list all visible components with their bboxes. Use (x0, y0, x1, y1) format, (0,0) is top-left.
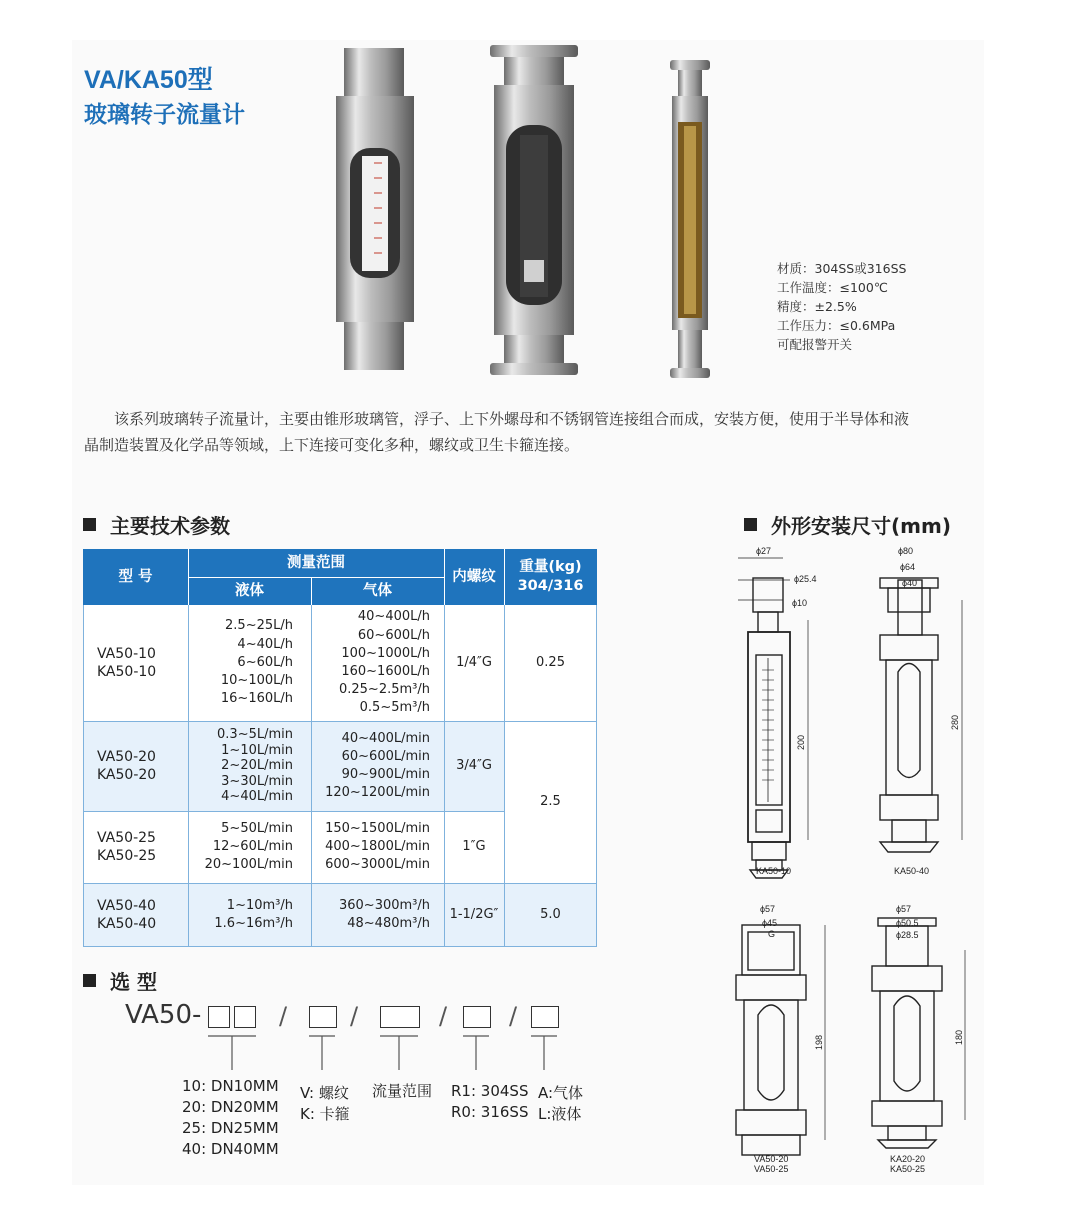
header-model: 型 号 (83, 549, 188, 605)
row4-weight: 5.0 (540, 907, 561, 922)
product-model-title: VA/KA50型 (84, 66, 213, 94)
d1-dim-27: ϕ27 (756, 546, 772, 556)
row2-model: VA50-20 KA50-20 (97, 748, 157, 783)
size-option-20: 20: DN20MM (182, 1098, 279, 1116)
d3-dim-57: ϕ57 (760, 904, 776, 914)
range-label: 流量范围 (372, 1082, 433, 1100)
row3-model: VA50-25 KA50-25 (97, 829, 157, 864)
d3-dim-g: G (768, 929, 776, 939)
square-bullet-icon (83, 518, 96, 531)
connection-option-k: K: 卡箍 (300, 1105, 350, 1123)
product-name-title: 玻璃转子流量计 (84, 102, 245, 128)
spec-material: 材质：304SS或316SS (777, 261, 907, 276)
section-select-label: 选 型 (110, 970, 157, 994)
drawing-va50-20 (736, 925, 825, 1155)
code-box-range (380, 1006, 420, 1028)
header-range: 测量范围 (188, 549, 444, 577)
spec-alarm: 可配报警开关 (777, 337, 853, 352)
size-option-25: 25: DN25MM (182, 1119, 279, 1137)
spec-temperature: 工作温度：≤100℃ (777, 280, 888, 295)
row2-thread: 3/4″G (456, 758, 492, 773)
row3-thread: 1″G (462, 839, 486, 854)
square-bullet-icon (83, 974, 96, 987)
d4-label-2: KA50-25 (890, 1164, 926, 1174)
drawing-ka50-20 (872, 918, 965, 1148)
spec-accuracy: 精度：±2.5% (777, 299, 857, 314)
code-box-material (463, 1006, 491, 1028)
section-params-heading (83, 510, 230, 539)
product-photo-clamp (490, 45, 578, 375)
row1-model: VA50-10 KA50-10 (97, 645, 157, 680)
row1-thread: 1/4″G (456, 655, 492, 670)
selection-slash-1: / (279, 1002, 288, 1030)
header-liquid: 液体 (188, 577, 311, 605)
row1-weight: 0.25 (536, 655, 565, 670)
section-dims-heading (744, 510, 951, 539)
code-box-size-2 (234, 1006, 256, 1028)
row2-gas: 40~400L/min 60~600L/min 90~900L/min 120~1200L/min (325, 730, 430, 801)
section-select-heading (83, 966, 157, 995)
medium-option-a: A:气体 (538, 1084, 584, 1102)
code-box-medium (531, 1006, 559, 1028)
section-params-label: 主要技术参数 (110, 514, 230, 538)
connection-option-v: V: 螺纹 (300, 1084, 349, 1102)
row4-thread: 1-1/2G″ (449, 907, 499, 922)
row2-liquid: 0.3~5L/min 1~10L/min 2~20L/min 3~30L/min 4~40L/min (217, 727, 293, 805)
material-option-r1: R1: 304SS (451, 1082, 529, 1100)
row4-liquid: 1~10m³/h 1.6~16m³/h (214, 897, 293, 931)
d3-label-2: VA50-25 (754, 1164, 789, 1174)
d2-dim-40: ϕ40 (902, 578, 918, 588)
selection-slash-4: / (509, 1002, 518, 1030)
d2-label: KA50-40 (894, 866, 930, 876)
header-thread: 内螺纹 (444, 549, 504, 605)
row3-liquid: 5~50L/min 12~60L/min 20~100L/min (204, 820, 293, 873)
material-option-r0: R0: 316SS (451, 1103, 529, 1121)
spec-pressure: 工作压力：≤0.6MPa (777, 318, 896, 333)
selection-connectors (200, 1030, 580, 1078)
product-photo-small (668, 60, 712, 378)
section-dims-label: 外形安装尺寸(mm) (771, 514, 951, 538)
d3-dim-45: ϕ45 (762, 918, 778, 928)
d4-label-1: KA20-20 (890, 1154, 926, 1164)
row3-gas: 150~1500L/min 400~1800L/min 600~3000L/min (325, 820, 430, 873)
row2-3-weight: 2.5 (540, 794, 561, 809)
d1-dim-25: ϕ25.4 (794, 574, 817, 584)
d4-dim-180: 180 (954, 1029, 964, 1045)
size-option-40: 40: DN40MM (182, 1140, 279, 1158)
d3-dim-198: 198 (814, 1034, 824, 1050)
selection-slash-2: / (350, 1002, 359, 1030)
row4-gas: 360~300m³/h 48~480m³/h (338, 897, 430, 931)
selection-slash-3: / (439, 1002, 448, 1030)
d2-dim-64: ϕ64 (900, 562, 916, 572)
intro-line-1: 该系列玻璃转子流量计，主要由锥形玻璃管，浮子、上下外螺母和不锈钢管连接组合而成，安装方便，使用于半导体和液 (114, 410, 910, 428)
d1-dim-10: ϕ10 (792, 598, 808, 608)
header-weight: 重量(kg) 304/316 (504, 549, 597, 605)
header-gas: 气体 (311, 577, 444, 605)
row1-liquid: 2.5~25L/h 4~40L/h 6~60L/h 10~100L/h 16~160L/h (220, 618, 293, 707)
d3-label-1: VA50-20 (754, 1154, 789, 1164)
code-box-size-1 (208, 1006, 230, 1028)
d1-label: KA50-10 (756, 866, 792, 876)
code-box-connection (309, 1006, 337, 1028)
row1-gas: 40~400L/h 60~600L/h 100~1000L/h 160~1600L/h 0.25~2.5m³/h 0.5~5m³/h (338, 609, 430, 716)
square-bullet-icon (744, 518, 757, 531)
medium-option-l: L:液体 (538, 1105, 582, 1123)
product-photo-threaded (330, 48, 420, 370)
d4-dim-50: ϕ50.5 (896, 918, 919, 928)
dimension-drawings (720, 540, 990, 1180)
d4-dim-57: ϕ57 (896, 904, 912, 914)
size-option-10: 10: DN10MM (182, 1077, 279, 1095)
parameter-table (83, 549, 597, 947)
d2-dim-280: 280 (950, 714, 960, 730)
intro-line-2: 晶制造装置及化学品等领域，上下连接可变化多种，螺纹或卫生卡箍连接。 (84, 436, 580, 454)
d2-dim-80: ϕ80 (898, 546, 914, 556)
selection-prefix: VA50- (125, 1000, 202, 1030)
d1-dim-200: 200 (796, 734, 806, 750)
d4-dim-28: ϕ28.5 (896, 930, 919, 940)
row4-model: VA50-40 KA50-40 (97, 897, 157, 932)
